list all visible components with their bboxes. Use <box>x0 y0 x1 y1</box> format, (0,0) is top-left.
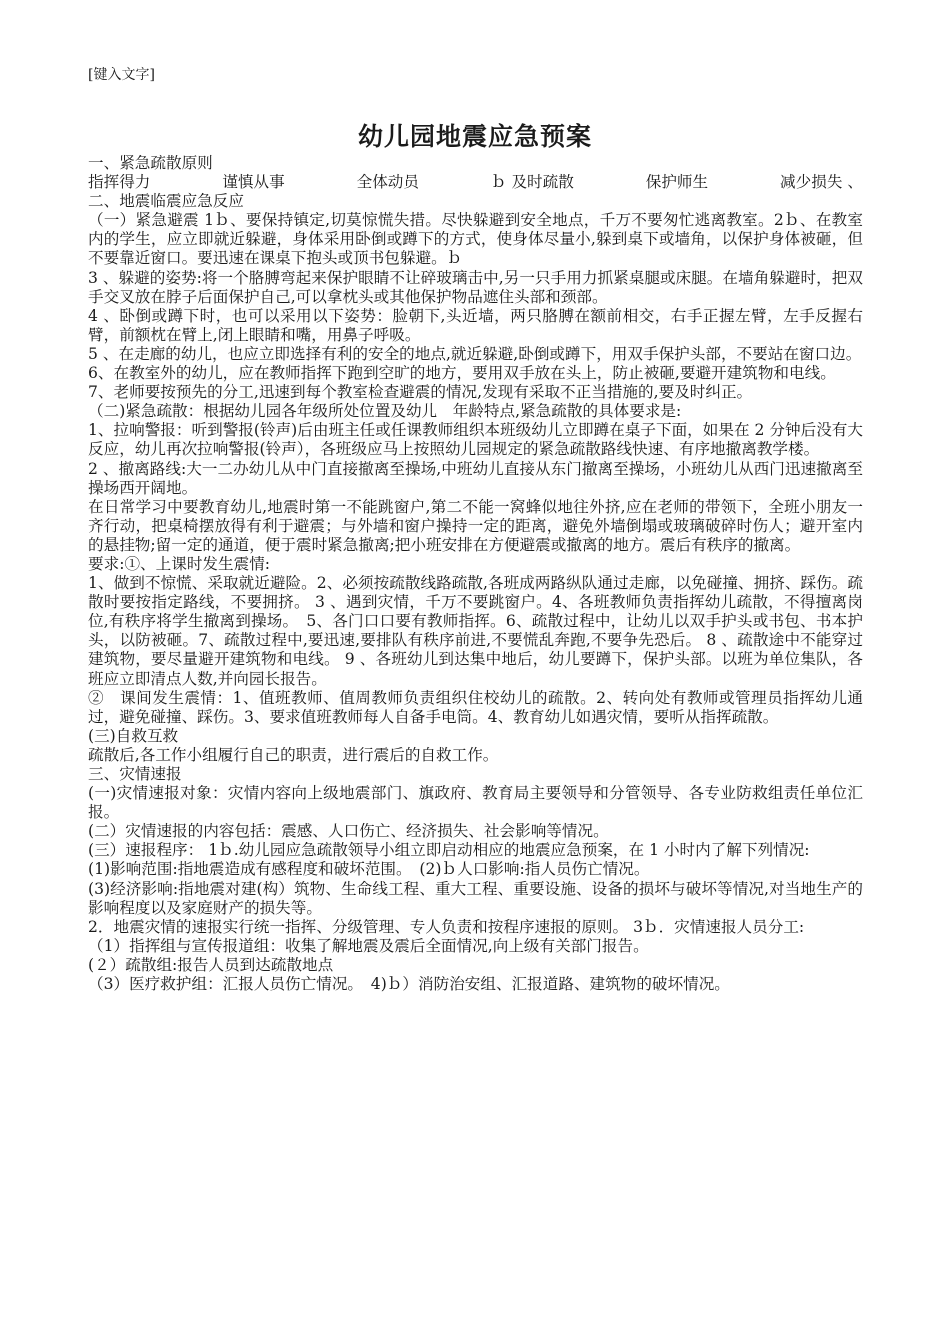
principle-item: 全体动员 <box>356 173 419 192</box>
paragraph: 6、在教室外的幼儿，应在教师指挥下跑到空旷的地方，要用双手放在头上，防止被砸,要避开建筑物和电线。 <box>88 364 836 383</box>
paragraph: 3 、躲避的姿势:将一个胳膊弯起来保护眼睛不让碎玻璃击中,另一只手用力抓紧桌腿或床腿。在墙角躲避时，把双手交叉放在脖子后面保护自己,可以拿枕头或其他保护物品遮住头部和颈部。 <box>88 268 863 306</box>
principle-item: 谨慎从事 <box>222 173 285 192</box>
paragraph: (3)经济影响:指地震对建(构）筑物、生命线工程、重大工程、重要设施、设备的损坏与破坏等情况,对当地生产的影响程度以及家庭财产的损失等。 <box>88 879 863 917</box>
principles-row <box>88 173 863 192</box>
document-title: 幼儿园地震应急预案 <box>357 122 592 151</box>
paragraph: 2 、撤离路线:大一二办幼儿从中门直接撤离至操场,中班幼儿直接从东门撤离至操场，小班幼儿从西门迅速撤离至操场西开阔地。 <box>88 459 863 497</box>
principle-item: 指挥得力 <box>88 173 151 192</box>
paragraph: 疏散后,各工作小组履行自己的职责，进行震后的自救工作。 <box>88 745 499 764</box>
paragraph: 1、拉响警报：听到警报(铃声)后由班主任或任课教师组织本班级幼儿立即蹲在桌子下面，如果在 2 分钟后没有大反应，幼儿再次拉响警报(铃声），各班级应马上按照幼儿园规定的紧急疏散路线快速、有序地撤离教学楼。 <box>88 421 863 459</box>
paragraph: (２）疏散组:报告人员到达疏散地点 <box>88 955 334 974</box>
paragraph: 5 、在走廊的幼儿，也应立即选择有利的安全的地点,就近躲避,卧倒或蹲下，用双手保护头部，不要站在窗口边。 <box>88 344 862 363</box>
paragraph: (三）速报程序： 1ｂ.幼儿园应急疏散领导小组立即启动相应的地震应急预案，在 1 小时内了解下列情况: <box>88 841 810 860</box>
paragraph: 三、灾情速报 <box>88 765 182 783</box>
principle-item: ｂ 及时疏散 <box>490 173 574 192</box>
paragraph: (一)灾情速报对象：灾情内容向上级地震部门、旗政府、教育局主要领导和分管领导、各专业防救组责任单位汇报。 <box>88 784 863 822</box>
document-body <box>88 154 863 994</box>
paragraph: 1、做到不惊慌、采取就近避险。2、必须按疏散线路疏散,各班成两路纵队通过走廊，以免碰撞、拥挤、踩伤。疏散时要按指定路线，不要拥挤。 3 、遇到灾情，千万不要跳窗户。4、各班教师负责指挥幼儿疏散，不得擅离岗位,有秩序将学生撤离到操场。 5、各门口口要有教师指挥。6、疏散过程中，让幼儿以双手护头或书包、书本护头，以防被砸。7、疏散过程中,要迅速,要排队有秩序前进,不要慌乱奔跑,不要争先恐后。 8 、疏散途中不能穿过建筑物，要尽量避开建筑物和电线。 9 、各班幼儿到达集中地后，幼儿要蹲下，保护头部。以班为单位集队，各班应立即清点人数,并向园长报告。 <box>88 574 863 688</box>
paragraph: （3）医疗救护组：汇报人员伤亡情况。 4)ｂ）消防治安组、汇报道路、建筑物的破坏情况。 <box>88 975 730 994</box>
paragraph: 4 、卧倒或蹲下时，也可以采用以下姿势：脸朝下,头近墙，两只胳膊在额前相交，右手正握左臂，左手反握右臂，前额枕在臂上,闭上眼睛和嘴，用鼻子呼吸。 <box>88 306 863 344</box>
paragraph: (1)影响范围:指地震造成有感程度和破坏范围。 (2)ｂ人口影响:指人员伤亡情况。 <box>88 860 650 879</box>
paragraph: 二、地震临震应急反应 <box>88 192 244 211</box>
paragraph: ② 课间发生震情：1、值班教师、值周教师负责组织住校幼儿的疏散。2、转向处有教师或管理员指挥幼儿通过，避免碰撞、踩伤。3、要求值班教师每人自备手电筒。4、教育幼儿如遇灾情，要听从指挥疏散。 <box>88 688 863 726</box>
paragraph: 7、老师要按预先的分工,迅速到每个教室检查避震的情况,发现有采取不正当措施的,要及时纠正。 <box>88 383 753 402</box>
paragraph: 在日常学习中要教育幼儿,地震时第一不能跳窗户,第二不能一窝蜂似地往外挤,应在老师的带领下，全班小朋友一齐行动，把桌椅摆放得有利于避震；与外墙和窗户操持一定的距离，避免外墙倒塌或玻璃破碎时伤人；避开室内的悬挂物;留一定的通道，便于震时紧急撤离;把小班安排在方便避震或撤离的地方。震后有秩序的撤离。 <box>88 497 863 554</box>
principle-item: 保护师生 <box>645 173 709 192</box>
paragraph: 2．地震灾情的速报实行统一指挥、分级管理、专人负责和按程序速报的原则。 3ｂ．灾情速报人员分工: <box>88 917 805 936</box>
principle-item: 减少损失 、 <box>780 173 863 192</box>
section-heading: 一、紧急疏散原则 <box>88 154 213 172</box>
paragraph: （一）紧急避震 1ｂ、要保持镇定,切莫惊慌失措。尽快躲避到安全地点，千万不要匆忙逃离教室。2ｂ、在教室内的学生，应立即就近躲避，身体采用卧倒或蹲下的方式，使身体尽量小,躲到桌下或墙角，以保护身体被砸，但不要靠近窗口。要迅速在课桌下抱头或顶书包躲避。ｂ <box>88 211 863 268</box>
paragraph: 要求:①、上课时发生震情: <box>88 554 271 573</box>
paragraph: (二）灾情速报的内容包括：震感、人口伤亡、经济损失、社会影响等情况。 <box>88 822 609 841</box>
paragraph: （1）指挥组与宣传报道组：收集了解地震及震后全面情况,向上级有关部门报告。 <box>88 936 649 955</box>
header-note: [键入文字] <box>88 67 155 83</box>
paragraph-list <box>88 192 863 994</box>
paragraph: （二)紧急疏散：根据幼儿园各年级所处位置及幼儿 年龄特点,紧急疏散的具体要求是: <box>88 402 682 421</box>
paragraph: (三)自救互救 <box>88 726 179 745</box>
